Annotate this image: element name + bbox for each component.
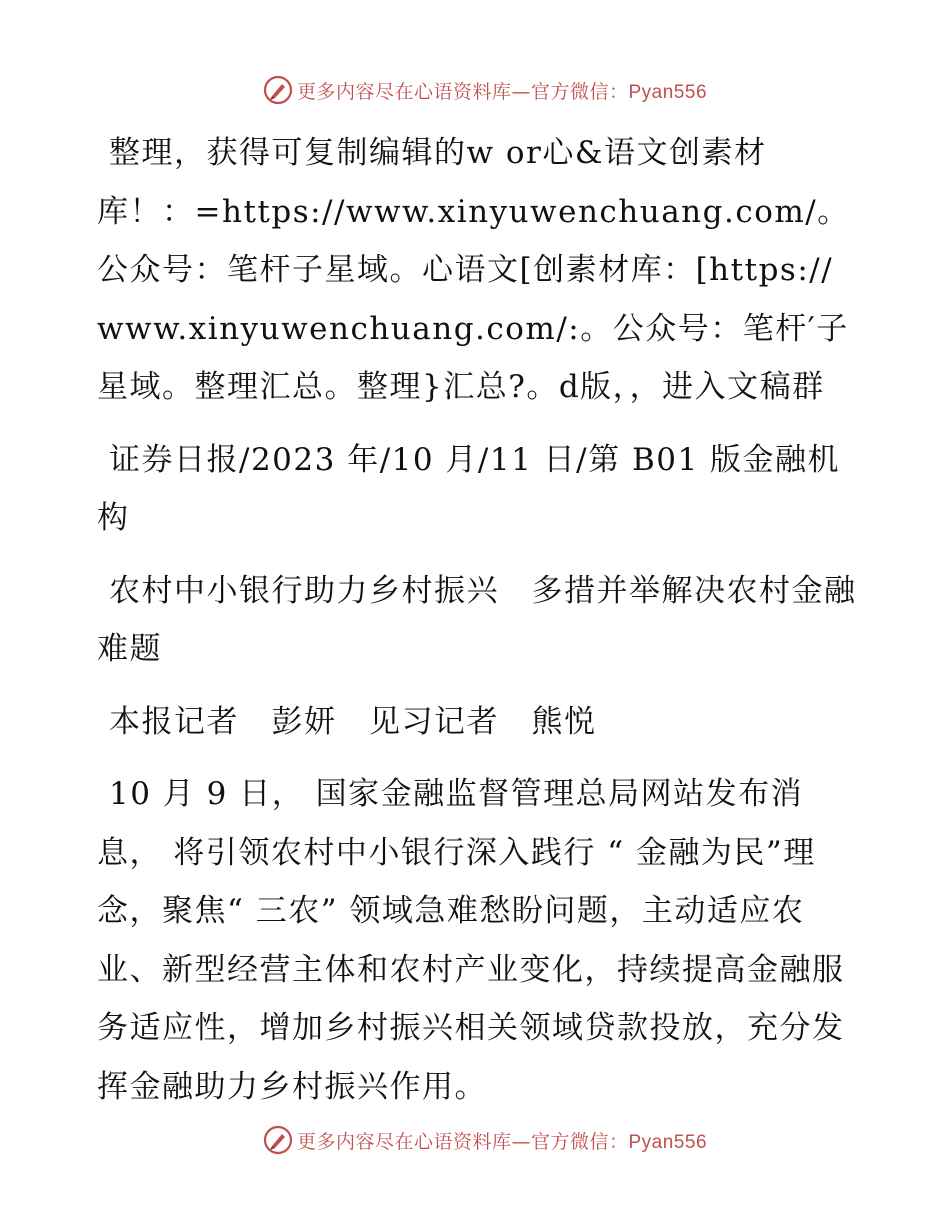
banner-text: 更多内容尽在心语资料库—官方微信：Pyan556 <box>296 80 708 103</box>
body-paragraph: 10 月 9 日， 国家金融监督管理总局网站发布消息， 将引领农村中小银行深入践行 “ 金融为民”理念，聚焦“ 三农” 领域急难愁盼问题，主动适应农业、新型经营主体和农村产业变化，持续提高金融服务适应性，增加乡村振兴相关领域贷款投放，充分发挥金融助力乡村振兴作用。 <box>97 776 845 1105</box>
article-title: 农村中小银行助力乡村振兴 多措并举解决农村金融难题 <box>97 572 857 667</box>
pen-logo-icon <box>263 75 293 105</box>
article-body <box>97 124 857 1130</box>
banner-text: 更多内容尽在心语资料库—官方微信：Pyan556 <box>296 1130 708 1153</box>
pen-logo-icon <box>263 1125 293 1155</box>
publication-line: 证券日报/2023 年/10 月/11 日/第 B01 版金融机构 <box>97 441 841 536</box>
footer-banner <box>0 1122 950 1158</box>
header-banner <box>0 72 950 108</box>
source-note-paragraph: 整理，获得可复制编辑的w or心&语文创素材库！：=https://www.xinyuwenchuang.com/。公众号：笔杆子星域。心语文[创素材库：[https://www.xinyuwenchuang.com/:。公众号：笔杆′子星域。整理汇总。整理}汇总?。d版，，进入文稿群 <box>97 135 850 405</box>
byline: 本报记者 彭妍 见习记者 熊悦 <box>109 703 597 740</box>
